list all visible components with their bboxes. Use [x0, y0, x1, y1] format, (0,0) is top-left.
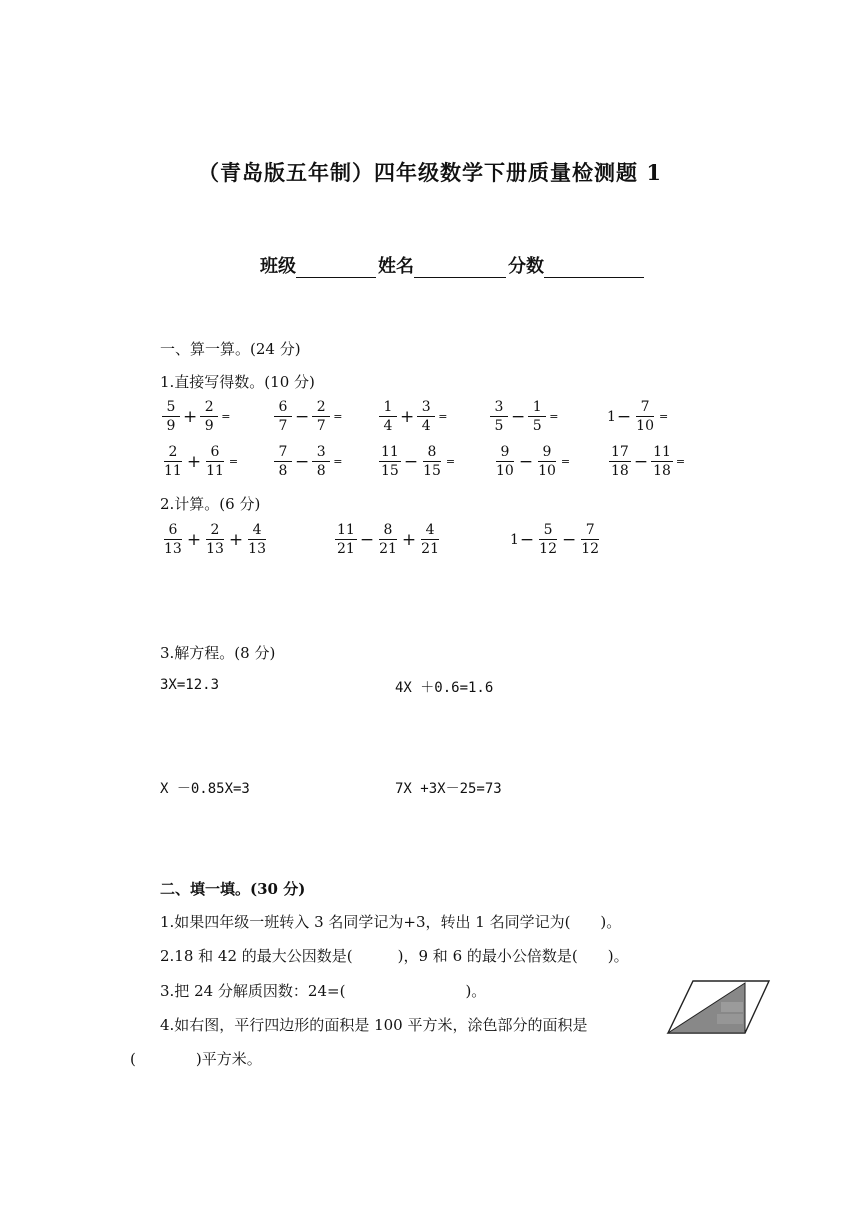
score-label: 分数 — [508, 256, 544, 277]
oral-calc-2: $\frac{6}{7}$ − $\frac{2}{7}$ = — [272, 400, 342, 433]
part2-heading: 2.计算。(6 分) — [160, 495, 261, 513]
fraction: $\frac{5}{9}$ — [162, 400, 180, 433]
calc-expr-1: $\frac{6}{13}$ + $\frac{2}{13}$ + $\frac{4}{13}$ — [164, 522, 266, 557]
oral-calc-7: $\frac{7}{8}$ − $\frac{3}{8}$ = — [272, 445, 342, 478]
section1-heading: 一、算一算。(24 分) — [160, 340, 301, 358]
part3-heading: 3.解方程。(8 分) — [160, 644, 276, 662]
fraction: $\frac{2}{9}$ — [200, 400, 218, 433]
fill-question-1: 1.如果四年级一班转入 3 名同学记为+3，转出 1 名同学记为( )。 — [160, 913, 622, 931]
fill-question-3: 3.把 24 分解质因数：24=( )。 — [160, 982, 487, 1000]
oral-calc-4: $\frac{3}{5}$ − $\frac{1}{5}$ = — [488, 400, 558, 433]
oral-calc-1: $\frac{5}{9}$ + $\frac{2}{9}$ = — [160, 400, 230, 433]
name-label: 姓名 — [378, 256, 414, 277]
oral-calc-3: $\frac{1}{4}$ + $\frac{3}{4}$ = — [377, 400, 447, 433]
oral-calc-9: $\frac{9}{10}$ − $\frac{9}{10}$ = — [496, 444, 571, 479]
parallelogram-figure — [665, 978, 771, 1036]
name-blank[interactable] — [414, 259, 506, 278]
score-blank[interactable] — [544, 259, 644, 278]
calc-expr-3: 1 − $\frac{5}{12}$ − $\frac{7}{12}$ — [510, 522, 600, 557]
equation-2: 4X ＋0.6=1.6 — [395, 680, 494, 696]
student-info-line — [260, 252, 646, 278]
oral-calc-8: $\frac{11}{15}$ − $\frac{8}{15}$ = — [381, 444, 456, 479]
oral-calc-10: $\frac{17}{18}$ − $\frac{11}{18}$ = — [611, 444, 686, 479]
section2-heading: 二、填一填。(30 分) — [160, 880, 306, 898]
equation-4: 7X +3X－25=73 — [395, 781, 502, 797]
equation-3: X －0.85X=3 — [160, 781, 250, 797]
calc-expr-2: $\frac{11}{21}$ − $\frac{8}{21}$ + $\frac{4}{21}$ — [337, 522, 439, 557]
page-title: （青岛版五年制）四年级数学下册质量检测题 1 — [198, 160, 662, 185]
oral-calc-5: 1 − $\frac{7}{10}$ = — [607, 399, 669, 434]
equation-1: 3X=12.3 — [160, 677, 220, 693]
fill-question-2: 2.18 和 42 的最大公因数是( )，9 和 6 的最小公倍数是( )。 — [160, 947, 629, 965]
class-blank[interactable] — [296, 259, 376, 278]
part1-heading: 1.直接写得数。(10 分) — [160, 373, 315, 391]
fill-question-4-answer: ( )平方米。 — [130, 1050, 262, 1068]
oral-calc-6: $\frac{2}{11}$ + $\frac{6}{11}$ = — [164, 444, 239, 479]
class-label: 班级 — [260, 256, 296, 277]
fill-question-4: 4.如右图，平行四边形的面积是 100 平方米，涂色部分的面积是 — [160, 1016, 588, 1034]
